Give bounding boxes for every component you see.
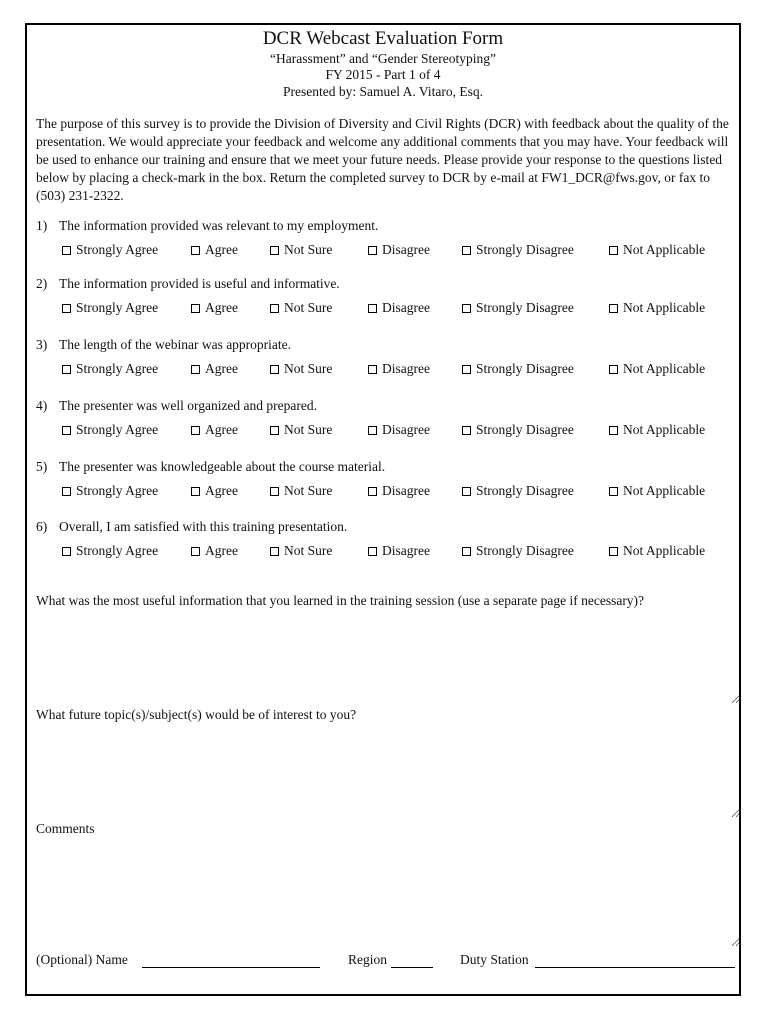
option-disagree[interactable] (368, 483, 430, 499)
checkbox[interactable] (462, 246, 471, 255)
question-label: The information provided was relevant to my employment. (59, 218, 379, 233)
option-label: Agree (205, 242, 238, 257)
option-not-sure[interactable] (270, 361, 332, 377)
checkbox[interactable] (462, 487, 471, 496)
option-label: Agree (205, 300, 238, 315)
checkbox[interactable] (270, 426, 279, 435)
footer-fields (36, 952, 736, 970)
checkbox[interactable] (270, 304, 279, 313)
option-label: Disagree (382, 361, 430, 376)
question-number: 6) (36, 519, 48, 534)
duty-station-field[interactable] (535, 952, 735, 968)
question-text (36, 276, 340, 292)
option-strongly-disagree[interactable] (462, 300, 574, 316)
question-number: 1) (36, 218, 48, 233)
region-label: Region (348, 952, 387, 967)
checkbox[interactable] (609, 304, 618, 313)
checkbox[interactable] (270, 365, 279, 374)
comments-label: Comments (36, 821, 95, 836)
option-not-applicable[interactable] (609, 483, 705, 499)
question-text (36, 459, 385, 475)
useful-info-answer[interactable] (36, 615, 740, 704)
question-text (36, 218, 378, 234)
question-number: 4) (36, 398, 48, 413)
option-label: Not Applicable (623, 422, 706, 437)
option-label: Strongly Disagree (476, 483, 574, 498)
question-label: The presenter was knowledgeable about the course material. (59, 459, 386, 474)
option-strongly-agree[interactable] (62, 300, 158, 316)
option-disagree[interactable] (368, 300, 430, 316)
checkbox[interactable] (368, 365, 377, 374)
option-label: Strongly Agree (76, 300, 159, 315)
option-disagree[interactable] (368, 543, 430, 559)
checkbox[interactable] (368, 426, 377, 435)
checkbox[interactable] (368, 487, 377, 496)
fiscal-year: FY 2015 - Part 1 of 4 (325, 67, 441, 82)
option-label: Strongly Disagree (476, 300, 574, 315)
future-topics-question: What future topic(s)/subject(s) would be of interest to you? (36, 707, 357, 722)
checkbox[interactable] (62, 547, 71, 556)
presenter-line: Presented by: Samuel A. Vitaro, Esq. (283, 84, 483, 99)
option-strongly-agree[interactable] (62, 361, 158, 377)
checkbox[interactable] (62, 246, 71, 255)
option-label: Not Sure (284, 300, 333, 315)
option-strongly-disagree[interactable] (462, 361, 574, 377)
checkbox[interactable] (462, 547, 471, 556)
region-field[interactable] (391, 952, 433, 968)
option-label: Strongly Disagree (476, 543, 574, 558)
option-disagree[interactable] (368, 361, 430, 377)
option-label: Disagree (382, 242, 430, 257)
option-strongly-agree[interactable] (62, 543, 158, 559)
intro-paragraph: The purpose of this survey is to provide the Division of Diversity and Civil Rights (DCR) with feedback about the quality of the presentation. We would appreciate your feedback and welcome any additional comments that you may have. Your feedback will be used to enhance our training and ensure that we meet your future needs. Please provide your response to the questions listed below by placing a check-mark in the box. Return the completed survey to DCR by e-mail at FW1_DCR@fws.gov, or fax to (503) 231-2322. (36, 116, 729, 203)
checkbox[interactable] (191, 487, 200, 496)
option-label: Strongly Agree (76, 422, 159, 437)
form-title: DCR Webcast Evaluation Form (262, 28, 504, 49)
checkbox[interactable] (62, 487, 71, 496)
option-not-applicable[interactable] (609, 361, 705, 377)
option-not-sure[interactable] (270, 242, 332, 258)
option-label: Not Sure (284, 483, 333, 498)
checkbox[interactable] (191, 547, 200, 556)
question-6 (36, 519, 736, 569)
option-not-applicable[interactable] (609, 422, 705, 438)
option-label: Agree (205, 361, 238, 376)
option-label: Strongly Agree (76, 361, 159, 376)
checkbox[interactable] (609, 487, 618, 496)
checkbox[interactable] (270, 487, 279, 496)
checkbox[interactable] (609, 246, 618, 255)
option-label: Not Applicable (623, 361, 706, 376)
checkbox[interactable] (191, 246, 200, 255)
option-label: Agree (205, 422, 238, 437)
checkbox[interactable] (368, 246, 377, 255)
checkbox[interactable] (270, 547, 279, 556)
option-strongly-disagree[interactable] (462, 543, 574, 559)
form-subtitle: “Harassment” and “Gender Stereotyping” (269, 51, 497, 66)
option-not-sure[interactable] (270, 422, 332, 438)
checkbox[interactable] (462, 304, 471, 313)
option-label: Not Applicable (623, 483, 706, 498)
option-label: Not Sure (284, 543, 333, 558)
option-label: Not Applicable (623, 543, 706, 558)
option-not-applicable[interactable] (609, 242, 705, 258)
checkbox[interactable] (609, 365, 618, 374)
checkbox[interactable] (191, 365, 200, 374)
checkbox[interactable] (191, 304, 200, 313)
checkbox[interactable] (270, 246, 279, 255)
option-agree[interactable] (191, 300, 238, 316)
question-4 (36, 398, 736, 448)
option-label: Strongly Disagree (476, 361, 574, 376)
checkbox[interactable] (368, 304, 377, 313)
checkbox[interactable] (462, 426, 471, 435)
option-strongly-disagree[interactable] (462, 483, 574, 499)
option-label: Agree (205, 483, 238, 498)
option-not-sure[interactable] (270, 300, 332, 316)
useful-info-question: What was the most useful information that you learned in the training session (use a separate page if necessary)? (36, 593, 645, 608)
checkbox[interactable] (191, 426, 200, 435)
question-number: 3) (36, 337, 48, 352)
checkbox[interactable] (462, 365, 471, 374)
name-label: (Optional) Name (36, 952, 128, 967)
option-agree[interactable] (191, 361, 238, 377)
checkbox[interactable] (609, 426, 618, 435)
question-label: The presenter was well organized and prepared. (59, 398, 318, 413)
option-agree[interactable] (191, 422, 238, 438)
duty-station-label: Duty Station (460, 952, 529, 967)
option-label: Not Sure (284, 361, 333, 376)
question-number: 5) (36, 459, 48, 474)
question-label: The information provided is useful and informative. (59, 276, 340, 291)
future-topics-answer[interactable] (36, 729, 740, 818)
question-5 (36, 459, 736, 509)
option-label: Disagree (382, 300, 430, 315)
option-label: Strongly Agree (76, 483, 159, 498)
question-text (36, 337, 291, 353)
option-label: Disagree (382, 483, 430, 498)
option-disagree[interactable] (368, 242, 430, 258)
comments-answer[interactable] (36, 843, 740, 947)
option-not-applicable[interactable] (609, 300, 705, 316)
option-agree[interactable] (191, 543, 238, 559)
question-label: The length of the webinar was appropriate. (59, 337, 292, 352)
question-1 (36, 218, 736, 268)
question-2 (36, 276, 736, 326)
option-strongly-agree[interactable] (62, 483, 158, 499)
option-label: Not Applicable (623, 242, 706, 257)
checkbox[interactable] (62, 426, 71, 435)
option-not-sure[interactable] (270, 483, 332, 499)
question-number: 2) (36, 276, 48, 291)
option-label: Not Sure (284, 422, 333, 437)
question-3 (36, 337, 736, 387)
option-label: Strongly Disagree (476, 422, 574, 437)
option-agree[interactable] (191, 242, 238, 258)
option-label: Disagree (382, 422, 430, 437)
option-not-sure[interactable] (270, 543, 332, 559)
option-label: Not Sure (284, 242, 333, 257)
option-strongly-agree[interactable] (62, 422, 158, 438)
option-label: Agree (205, 543, 238, 558)
checkbox[interactable] (609, 547, 618, 556)
option-label: Disagree (382, 543, 430, 558)
option-strongly-disagree[interactable] (462, 422, 574, 438)
option-agree[interactable] (191, 483, 238, 499)
name-field[interactable] (142, 952, 320, 968)
checkbox[interactable] (62, 304, 71, 313)
checkbox[interactable] (368, 547, 377, 556)
question-text (36, 398, 317, 414)
option-label: Not Applicable (623, 300, 706, 315)
checkbox[interactable] (62, 365, 71, 374)
option-strongly-agree[interactable] (62, 242, 158, 258)
option-not-applicable[interactable] (609, 543, 705, 559)
question-label: Overall, I am satisfied with this training presentation. (59, 519, 348, 534)
option-disagree[interactable] (368, 422, 430, 438)
option-label: Strongly Agree (76, 543, 159, 558)
question-text (36, 519, 347, 535)
option-label: Strongly Disagree (476, 242, 574, 257)
option-label: Strongly Agree (76, 242, 159, 257)
option-strongly-disagree[interactable] (462, 242, 574, 258)
